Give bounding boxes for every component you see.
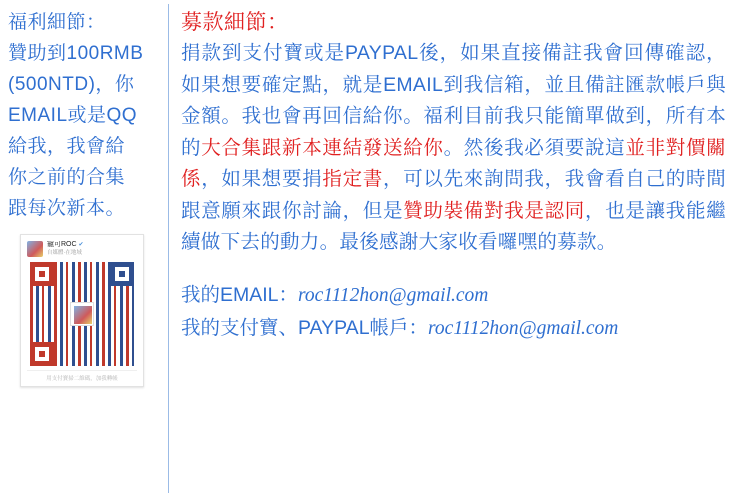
qr-center-logo-image: [74, 306, 92, 324]
avatar: [27, 241, 43, 257]
account-subtitle: 自媒體·在地域: [47, 249, 82, 256]
contact-payment-label: 我的支付寶、PAYPAL帳戶：: [181, 316, 429, 339]
account-name-text: 寵可ROC: [47, 241, 77, 249]
benefits-column: [0, 0, 168, 497]
donation-column: [169, 0, 736, 497]
paragraph-run-highlight: 贊助裝備對我是認同: [403, 199, 585, 222]
paragraph-run: ，如果想要捐: [201, 168, 323, 190]
account-name: [47, 241, 84, 250]
contact-email-label: 我的EMAIL：: [181, 283, 299, 306]
qr-card-identity: [47, 241, 84, 257]
benefits-line: (500NTD)，你: [8, 74, 135, 95]
donation-paragraph: [181, 38, 726, 259]
benefits-line: 你之前的合集: [8, 167, 126, 188]
paragraph-run-highlight: 大合集跟新本連結發送給你: [201, 136, 444, 159]
qr-code-icon[interactable]: [30, 262, 134, 366]
benefits-line: 贊助到100RMB: [8, 43, 144, 64]
contact-email-value[interactable]: roc1112hon@gmail.com: [298, 284, 489, 306]
paragraph-run: 捐款到支付寶或是PAYPAL後，如果直接備註我會回傳確認，如果想要確定點，就是EMAIL到我信箱，並且備註匯款帳戶與金額。我也會再回信給你。福利目前我只能簡單做到，所有本的: [181, 42, 726, 159]
benefits-line: EMAIL或是QQ: [8, 105, 138, 126]
paragraph-run: 。然後我必須要說這: [443, 136, 626, 159]
qr-card-header: [27, 241, 137, 257]
donation-heading: 募款細節：: [181, 11, 289, 34]
contact-email-line: [181, 279, 726, 312]
paragraph-run-highlight: 並非對價關係: [181, 136, 726, 190]
paragraph-run: ，可以先來詢問我，我會看自己的時間跟意願來跟你討論，但是: [181, 168, 726, 222]
benefits-heading: 福利細節：: [8, 12, 106, 33]
verified-badge-icon: ✔: [78, 242, 84, 249]
qr-center-logo: [70, 302, 94, 326]
benefits-line: 給我，我會給: [8, 136, 126, 157]
contact-block: [181, 279, 726, 345]
contact-payment-line: [181, 312, 726, 345]
qr-card-footer: 用支付寶掃二維碼，加我轉帳: [27, 370, 137, 382]
qr-corner-icon: [30, 342, 54, 366]
benefits-line: 跟每次新本。: [8, 198, 126, 219]
benefits-body: [8, 38, 162, 224]
paragraph-run-highlight: 指定書: [322, 168, 384, 190]
contact-payment-value[interactable]: roc1112hon@gmail.com: [428, 317, 619, 339]
qr-card[interactable]: [20, 234, 144, 387]
paragraph-run: ，也是讓我能繼續做下去的動力。最後感謝大家收看囉嘿的募款。: [181, 199, 726, 253]
